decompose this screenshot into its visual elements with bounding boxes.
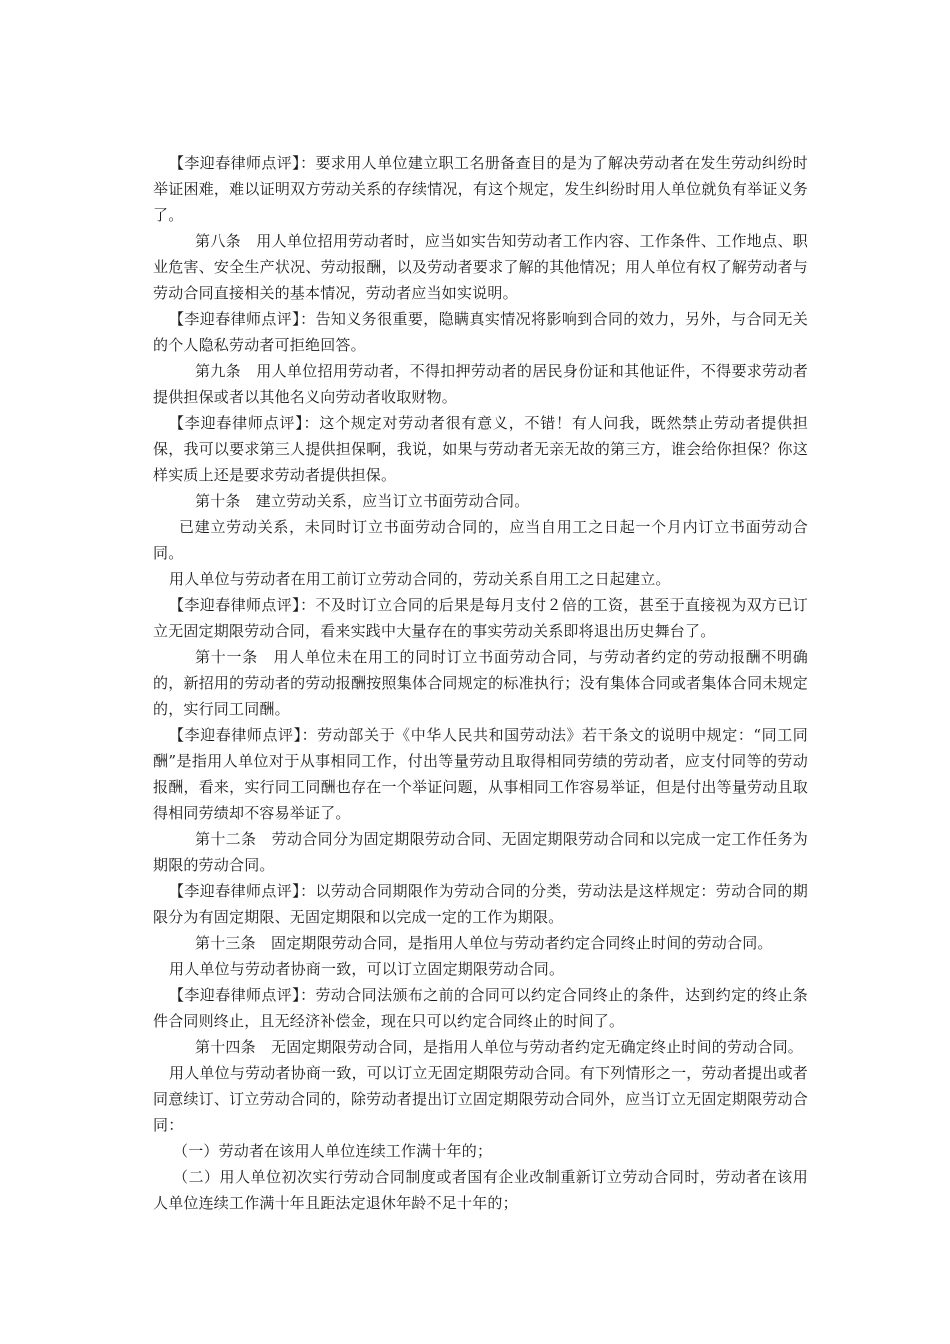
article-13-paragraph: 第十三条 固定期限劳动合同，是指用人单位与劳动者约定合同终止时间的劳动合同。 (195, 934, 773, 952)
lawyer-comment-paragraph: 【李迎春律师点评】：不及时订立合同的后果是每月支付２倍的工资，甚至于直接视为双方已订立无固定期限劳动合同，看来实践中大量存在的事实劳动关系即将退出历史舞台了。 (153, 596, 808, 640)
document-page (153, 150, 808, 1216)
body-paragraph: 已建立劳动关系，未同时订立书面劳动合同的，应当自用工之日起一个月内订立书面劳动合同。 (153, 518, 808, 562)
lawyer-comment-paragraph: 【李迎春律师点评】：劳动合同法颁布之前的合同可以约定合同终止的条件，达到约定的终止条件合同则终止，且无经济补偿金，现在只可以约定合同终止的时间了。 (153, 986, 808, 1030)
lawyer-comment-paragraph: 【李迎春律师点评】：告知义务很重要，隐瞒真实情况将影响到合同的效力，另外，与合同无关的个人隐私劳动者可拒绝回答。 (153, 310, 808, 354)
list-item: （二）用人单位初次实行劳动合同制度或者国有企业改制重新订立劳动合同时，劳动者在该用人单位连续工作满十年且距法定退休年龄不足十年的； (153, 1168, 808, 1212)
article-14-paragraph: 第十四条 无固定期限劳动合同，是指用人单位与劳动者约定无确定终止时间的劳动合同。 (195, 1038, 804, 1056)
article-10-paragraph: 第十条 建立劳动关系，应当订立书面劳动合同。 (195, 492, 530, 510)
lawyer-comment-paragraph: 【李迎春律师点评】：劳动部关于《中华人民共和国劳动法》若干条文的说明中规定：“同工同酬”是指用人单位对于从事相同工作，付出等量劳动且取得相同劳绩的劳动者，应支付同等的劳动报酬，看来，实行同工同酬也存在一个举证问题，从事相同工作容易举证，但是付出等量劳动且取得相同劳绩却不容易举证了。 (153, 726, 808, 822)
lawyer-comment-paragraph: 【李迎春律师点评】：以劳动合同期限作为劳动合同的分类，劳动法是这样规定：劳动合同的期限分为有固定期限、无固定期限和以完成一定的工作为期限。 (153, 882, 808, 926)
article-11-paragraph: 第十一条 用人单位未在用工的同时订立书面劳动合同，与劳动者约定的劳动报酬不明确的，新招用的劳动者的劳动报酬按照集体合同规定的标准执行；没有集体合同或者集体合同未规定的，实行同工同酬。 (153, 648, 808, 718)
body-paragraph: 用人单位与劳动者在用工前订立劳动合同的，劳动关系自用工之日起建立。 (169, 570, 671, 588)
article-12-paragraph: 第十二条 劳动合同分为固定期限劳动合同、无固定期限劳动合同和以完成一定工作任务为期限的劳动合同。 (153, 830, 808, 874)
list-item: （一）劳动者在该用人单位连续工作满十年的； (173, 1142, 493, 1160)
body-paragraph: 用人单位与劳动者协商一致，可以订立固定期限劳动合同。 (169, 960, 565, 978)
article-8-paragraph: 第八条 用人单位招用劳动者时，应当如实告知劳动者工作内容、工作条件、工作地点、职业危害、安全生产状况、劳动报酬，以及劳动者要求了解的其他情况；用人单位有权了解劳动者与劳动合同直接相关的基本情况，劳动者应当如实说明。 (153, 232, 808, 302)
body-paragraph: 用人单位与劳动者协商一致，可以订立无固定期限劳动合同。有下列情形之一，劳动者提出或者同意续订、订立劳动合同的，除劳动者提出订立固定期限劳动合同外，应当订立无固定期限劳动合同： (153, 1064, 808, 1134)
lawyer-comment-paragraph: 【李迎春律师点评】：要求用人单位建立职工名册备查目的是为了解决劳动者在发生劳动纠纷时举证困难，难以证明双方劳动关系的存续情况，有这个规定，发生纠纷时用人单位就负有举证义务了。 (153, 154, 808, 224)
article-9-paragraph: 第九条 用人单位招用劳动者，不得扣押劳动者的居民身份证和其他证件，不得要求劳动者提供担保或者以其他名义向劳动者收取财物。 (153, 362, 808, 406)
lawyer-comment-paragraph: 【李迎春律师点评】：这个规定对劳动者很有意义，不错！有人问我，既然禁止劳动者提供担保，我可以要求第三人提供担保啊，我说，如果与劳动者无亲无故的第三方，谁会给你担保？你这样实质上还是要求劳动者提供担保。 (153, 414, 808, 484)
